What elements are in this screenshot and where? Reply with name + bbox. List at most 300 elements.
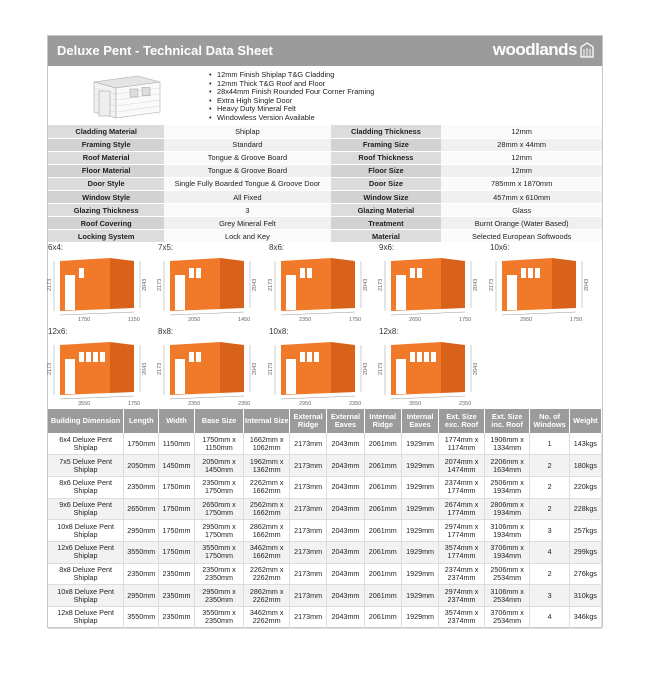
eaves-label: 2043 — [363, 362, 369, 375]
table-cell: 1929mm — [401, 585, 438, 607]
table-row — [48, 520, 602, 542]
spec-label: Window Size — [331, 190, 442, 203]
width-label: 3550 — [78, 401, 91, 407]
width-label: 2350 — [299, 317, 312, 323]
spec-row — [48, 190, 602, 203]
column-header: Ext. Size inc. Roof — [484, 409, 530, 433]
shed-window — [79, 352, 84, 362]
shed-window — [307, 268, 312, 278]
width-dimension-line — [60, 397, 110, 399]
table-cell: 1750mm — [159, 498, 194, 520]
shed-door — [396, 359, 406, 394]
shed-window — [431, 352, 436, 362]
shed-window — [535, 268, 540, 278]
table-row — [48, 476, 602, 498]
table-cell: 2050mm — [124, 455, 159, 477]
shed-drawing — [269, 251, 379, 323]
spec-row — [48, 230, 602, 243]
table-cell: 2506mm x 1934mm — [484, 476, 530, 498]
table-cell: 3106mm x 2534mm — [484, 585, 530, 607]
spec-value: Grey Mineral Felt — [164, 217, 330, 230]
logo-text: woodlands — [492, 40, 577, 59]
spec-value: Glass — [441, 204, 602, 217]
depth-dimension-line — [220, 312, 244, 313]
table-cell: 12x6 Deluxe Pent Shiplap — [48, 541, 124, 563]
column-header: Internal Ridge — [364, 409, 401, 433]
table-cell: 1929mm — [401, 541, 438, 563]
table-cell: 1929mm — [401, 455, 438, 477]
eaves-label: 2043 — [142, 278, 148, 291]
table-cell: 1929mm — [401, 607, 438, 629]
table-cell: 2674mm x 1774mm — [439, 498, 485, 520]
table-cell: 2650mm — [124, 498, 159, 520]
table-cell: 10x8 Deluxe Pent Shiplap — [48, 520, 124, 542]
spec-label: Glazing Thickness — [48, 204, 164, 217]
depth-dimension-line — [331, 396, 355, 397]
table-cell: 346kgs — [569, 607, 601, 629]
table-cell: 1750mm — [159, 476, 194, 498]
depth-dimension-line — [441, 312, 465, 313]
height-label: 2173 — [47, 362, 53, 375]
table-cell: 2 — [530, 563, 569, 585]
table-cell: 2806mm x 1934mm — [484, 498, 530, 520]
diagram-size-label: 12x8: — [379, 327, 399, 336]
shed-drawing — [379, 251, 489, 323]
depth-label: 2350 — [349, 401, 362, 407]
table-row — [48, 541, 602, 563]
shed-side-face — [220, 258, 244, 309]
width-dimension-line — [391, 397, 441, 399]
table-cell: 2043mm — [327, 585, 364, 607]
height-label: 2173 — [268, 362, 274, 375]
shed-window — [417, 268, 422, 278]
spec-label: Floor Material — [48, 164, 164, 177]
table-cell: 2950mm x 1750mm — [194, 520, 244, 542]
depth-dimension-line — [110, 312, 134, 313]
table-row — [48, 563, 602, 585]
feature-item: • Windowless Version Available — [208, 114, 374, 123]
table-cell: 2350mm — [159, 563, 194, 585]
width-dimension-line — [281, 313, 331, 315]
spec-label: Door Style — [48, 177, 164, 190]
depth-label: 1750 — [128, 401, 141, 407]
width-dimension-line — [170, 313, 220, 315]
page-title: Deluxe Pent - Technical Data Sheet — [57, 43, 273, 58]
table-cell: 257kgs — [569, 520, 601, 542]
shed-side-face — [110, 342, 134, 393]
spec-row — [48, 204, 602, 217]
height-label: 2173 — [489, 278, 495, 291]
spec-value: 457mm x 610mm — [441, 190, 602, 203]
diagram-size-label: 6x4: — [48, 243, 64, 252]
shed-door — [507, 275, 517, 310]
height-label: 2173 — [378, 278, 384, 291]
table-cell: 1962mm x 1362mm — [244, 455, 290, 477]
spec-label: Roof Thickness — [331, 151, 442, 164]
table-cell: 2350mm — [124, 476, 159, 498]
table-cell: 7x5 Deluxe Pent Shiplap — [48, 455, 124, 477]
table-cell: 4 — [530, 607, 569, 629]
shed-drawing — [48, 251, 158, 323]
spec-value: Single Fully Boarded Tongue & Groove Door — [164, 177, 330, 190]
logo-shed-icon — [580, 42, 594, 58]
table-cell: 3550mm — [124, 607, 159, 629]
shed-side-face — [331, 258, 355, 309]
spec-value: 12mm — [441, 151, 602, 164]
shed-diagram — [379, 243, 489, 323]
table-cell: 2862mm x 2262mm — [244, 585, 290, 607]
feature-item: • 28x44mm Finish Rounded Four Corner Framing — [208, 88, 374, 97]
column-header: External Eaves — [327, 409, 364, 433]
shed-door — [65, 359, 75, 394]
shed-drawing — [158, 251, 268, 323]
feature-item: • 12mm Thick T&G Roof and Floor — [208, 80, 374, 89]
diagram-size-label: 10x8: — [269, 327, 289, 336]
spec-value: Burnt Orange (Water Based) — [441, 217, 602, 230]
spec-value: Selected European Softwoods — [441, 230, 602, 243]
depth-dimension-line — [552, 312, 576, 313]
table-cell: 220kgs — [569, 476, 601, 498]
spec-value: 785mm x 1870mm — [441, 177, 602, 190]
spec-row — [48, 177, 602, 190]
table-cell: 2173mm — [289, 607, 326, 629]
column-header: Internal Eaves — [401, 409, 438, 433]
spec-label: Roof Covering — [48, 217, 164, 230]
shed-diagram — [48, 243, 158, 323]
spec-row — [48, 125, 602, 138]
shed-drawing — [158, 335, 268, 407]
column-header: Base Size — [194, 409, 244, 433]
eaves-label: 2043 — [473, 278, 479, 291]
width-label: 2950 — [299, 401, 312, 407]
column-header: External Ridge — [289, 409, 326, 433]
table-cell: 2350mm x 1750mm — [194, 476, 244, 498]
height-label: 2173 — [157, 278, 163, 291]
spec-row — [48, 138, 602, 151]
shed-window — [300, 268, 305, 278]
table-cell: 2043mm — [327, 476, 364, 498]
depth-dimension-line — [110, 396, 134, 397]
shed-drawing — [490, 251, 600, 323]
spec-label: Framing Style — [48, 138, 164, 151]
table-cell: 2050mm x 1450mm — [194, 455, 244, 477]
shed-window — [189, 268, 194, 278]
depth-label: 2350 — [459, 401, 472, 407]
column-header: Ext. Size exc. Roof — [439, 409, 485, 433]
table-row — [48, 498, 602, 520]
eaves-label: 2043 — [363, 278, 369, 291]
table-cell: 9x6 Deluxe Pent Shiplap — [48, 498, 124, 520]
table-cell: 1929mm — [401, 563, 438, 585]
table-cell: 2950mm — [124, 520, 159, 542]
table-cell: 3462mm x 1662mm — [244, 541, 290, 563]
shed-window — [314, 352, 319, 362]
shed-side-face — [441, 258, 465, 309]
table-cell: 2 — [530, 455, 569, 477]
shed-door — [396, 275, 406, 310]
shed-diagram — [158, 243, 268, 323]
width-label: 3550 — [409, 401, 422, 407]
shed-door — [286, 275, 296, 310]
table-cell: 2043mm — [327, 498, 364, 520]
shed-side-face — [110, 258, 134, 309]
shed-window — [100, 352, 105, 362]
table-cell: 2350mm — [124, 563, 159, 585]
shed-thumbnail-image — [92, 72, 162, 120]
shed-window — [521, 268, 526, 278]
table-cell: 2061mm — [364, 455, 401, 477]
depth-label: 1750 — [570, 317, 583, 323]
depth-dimension-line — [220, 396, 244, 397]
depth-label: 1750 — [459, 317, 472, 323]
table-cell: 2061mm — [364, 585, 401, 607]
shed-window — [196, 352, 201, 362]
table-cell: 6x4 Deluxe Pent Shiplap — [48, 433, 124, 455]
depth-label: 2350 — [238, 401, 251, 407]
depth-dimension-line — [441, 396, 465, 397]
spec-label: Framing Size — [331, 138, 442, 151]
table-cell: 12x8 Deluxe Pent Shiplap — [48, 607, 124, 629]
spec-value: 12mm — [441, 164, 602, 177]
table-cell: 2350mm x 2350mm — [194, 563, 244, 585]
table-cell: 1929mm — [401, 520, 438, 542]
table-cell: 1662mm x 1062mm — [244, 433, 290, 455]
table-cell: 2350mm — [159, 585, 194, 607]
table-cell: 3574mm x 2374mm — [439, 607, 485, 629]
feature-item: • Extra High Single Door — [208, 97, 374, 106]
table-cell: 2974mm x 2374mm — [439, 585, 485, 607]
table-cell: 2061mm — [364, 498, 401, 520]
table-cell: 3 — [530, 520, 569, 542]
shed-diagram — [269, 327, 379, 407]
table-cell: 1774mm x 1174mm — [439, 433, 485, 455]
table-cell: 2043mm — [327, 433, 364, 455]
depth-label: 1750 — [349, 317, 362, 323]
table-row — [48, 455, 602, 477]
table-cell: 2043mm — [327, 541, 364, 563]
spec-label: Treatment — [331, 217, 442, 230]
feature-item: • 12mm Finish Shiplap T&G Cladding — [208, 71, 374, 80]
shed-diagram — [269, 243, 379, 323]
table-cell: 1450mm — [159, 455, 194, 477]
eaves-label: 2043 — [142, 362, 148, 375]
shed-side-face — [441, 342, 465, 393]
column-header: Building Dimension — [48, 409, 124, 433]
spec-label: Material — [331, 230, 442, 243]
table-cell: 228kgs — [569, 498, 601, 520]
shed-diagram — [379, 327, 489, 407]
table-cell: 3462mm x 2262mm — [244, 607, 290, 629]
spec-value: Shiplap — [164, 125, 330, 138]
column-header: No. of Windows — [530, 409, 569, 433]
feature-list — [208, 71, 374, 122]
eaves-label: 2043 — [252, 362, 258, 375]
table-cell: 2374mm x 1774mm — [439, 476, 485, 498]
table-row — [48, 607, 602, 629]
shed-window — [196, 268, 201, 278]
table-cell: 2262mm x 1662mm — [244, 476, 290, 498]
table-cell: 2061mm — [364, 433, 401, 455]
width-dimension-line — [391, 313, 441, 315]
shed-diagram — [490, 243, 600, 323]
table-cell: 2173mm — [289, 563, 326, 585]
table-cell: 2562mm x 1662mm — [244, 498, 290, 520]
table-cell: 2206mm x 1634mm — [484, 455, 530, 477]
table-cell: 2173mm — [289, 433, 326, 455]
width-label: 2050 — [188, 317, 201, 323]
shed-diagram — [48, 327, 158, 407]
table-cell: 2506mm x 2534mm — [484, 563, 530, 585]
shed-window — [300, 352, 305, 362]
spec-row — [48, 217, 602, 230]
spec-value: 28mm x 44mm — [441, 138, 602, 151]
shed-window — [307, 352, 312, 362]
eaves-label: 2043 — [473, 362, 479, 375]
table-cell: 3550mm x 1750mm — [194, 541, 244, 563]
table-cell: 143kgs — [569, 433, 601, 455]
table-cell: 2950mm x 2350mm — [194, 585, 244, 607]
table-cell: 2 — [530, 476, 569, 498]
eaves-label: 2043 — [584, 278, 590, 291]
table-row — [48, 433, 602, 455]
specification-table — [48, 125, 602, 243]
table-cell: 2650mm x 1750mm — [194, 498, 244, 520]
shed-drawing — [269, 335, 379, 407]
table-cell: 10x8 Deluxe Pent Shiplap — [48, 585, 124, 607]
table-cell: 2061mm — [364, 607, 401, 629]
table-cell: 3706mm x 1934mm — [484, 541, 530, 563]
table-cell: 2173mm — [289, 476, 326, 498]
spec-label: Glazing Material — [331, 204, 442, 217]
column-header: Length — [124, 409, 159, 433]
shed-size-diagrams — [48, 243, 602, 413]
table-cell: 2061mm — [364, 520, 401, 542]
table-cell: 1750mm — [159, 520, 194, 542]
spec-value: Standard — [164, 138, 330, 151]
table-cell: 8x6 Deluxe Pent Shiplap — [48, 476, 124, 498]
table-cell: 2 — [530, 498, 569, 520]
table-cell: 8x8 Deluxe Pent Shiplap — [48, 563, 124, 585]
spec-value: 12mm — [441, 125, 602, 138]
depth-label: 1150 — [128, 317, 140, 323]
table-cell: 1929mm — [401, 433, 438, 455]
brand-logo — [493, 40, 594, 60]
diagram-size-label: 8x6: — [269, 243, 285, 252]
table-cell: 276kgs — [569, 563, 601, 585]
shed-window — [410, 352, 415, 362]
table-cell: 2173mm — [289, 455, 326, 477]
shed-door — [286, 359, 296, 394]
table-cell: 2043mm — [327, 607, 364, 629]
shed-side-face — [220, 342, 244, 393]
diagram-size-label: 9x6: — [379, 243, 395, 252]
dimensions-table — [48, 409, 602, 629]
table-cell: 2061mm — [364, 563, 401, 585]
spec-value: Lock and Key — [164, 230, 330, 243]
table-cell: 2173mm — [289, 585, 326, 607]
spec-label: Locking System — [48, 230, 164, 243]
table-cell: 3706mm x 2534mm — [484, 607, 530, 629]
table-cell: 2350mm — [159, 607, 194, 629]
shed-window — [86, 352, 91, 362]
shed-side-face — [552, 258, 576, 309]
table-cell: 2173mm — [289, 541, 326, 563]
table-cell: 3550mm x 2350mm — [194, 607, 244, 629]
height-label: 2173 — [157, 362, 163, 375]
shed-window — [189, 352, 194, 362]
width-dimension-line — [60, 313, 110, 315]
diagram-size-label: 7x5: — [158, 243, 174, 252]
shed-drawing — [48, 335, 158, 407]
column-header: Internal Size — [244, 409, 290, 433]
diagram-size-label: 12x6: — [48, 327, 68, 336]
depth-dimension-line — [331, 312, 355, 313]
spec-value: All Fixed — [164, 190, 330, 203]
table-cell: 1906mm x 1334mm — [484, 433, 530, 455]
shed-door — [65, 275, 75, 310]
table-cell: 2374mm x 2374mm — [439, 563, 485, 585]
table-cell: 2074mm x 1474mm — [439, 455, 485, 477]
feature-item: • Heavy Duty Mineral Felt — [208, 105, 374, 114]
table-cell: 180kgs — [569, 455, 601, 477]
shed-side-face — [331, 342, 355, 393]
table-cell: 2974mm x 1774mm — [439, 520, 485, 542]
table-cell: 4 — [530, 541, 569, 563]
table-cell: 2173mm — [289, 520, 326, 542]
width-label: 2950 — [520, 317, 533, 323]
shed-diagram — [158, 327, 268, 407]
shed-window — [79, 268, 84, 278]
column-header: Weight — [569, 409, 601, 433]
table-cell: 2950mm — [124, 585, 159, 607]
spec-label: Door Size — [331, 177, 442, 190]
spec-label: Floor Size — [331, 164, 442, 177]
shed-window — [424, 352, 429, 362]
table-cell: 299kgs — [569, 541, 601, 563]
spec-value: Tongue & Groove Board — [164, 164, 330, 177]
shed-door — [175, 275, 185, 310]
spec-value: Tongue & Groove Board — [164, 151, 330, 164]
spec-label: Cladding Material — [48, 125, 164, 138]
eaves-label: 2043 — [252, 278, 258, 291]
table-cell: 1750mm — [159, 541, 194, 563]
height-label: 2173 — [47, 278, 53, 291]
table-row — [48, 585, 602, 607]
height-label: 2173 — [378, 362, 384, 375]
width-dimension-line — [281, 397, 331, 399]
height-label: 2173 — [268, 278, 274, 291]
shed-drawing — [379, 335, 489, 407]
table-cell: 2061mm — [364, 541, 401, 563]
spec-value: 3 — [164, 204, 330, 217]
table-cell: 1 — [530, 433, 569, 455]
width-label: 2650 — [409, 317, 422, 323]
table-cell: 1750mm x 1150mm — [194, 433, 244, 455]
spec-label: Window Style — [48, 190, 164, 203]
shed-window — [410, 268, 415, 278]
spec-row — [48, 164, 602, 177]
diagram-size-label: 8x8: — [158, 327, 174, 336]
shed-window — [93, 352, 98, 362]
table-cell: 2173mm — [289, 498, 326, 520]
table-cell: 2262mm x 2262mm — [244, 563, 290, 585]
table-cell: 3550mm — [124, 541, 159, 563]
data-sheet — [47, 35, 603, 628]
table-cell: 1929mm — [401, 498, 438, 520]
table-cell: 2061mm — [364, 476, 401, 498]
table-cell: 1929mm — [401, 476, 438, 498]
table-cell: 1150mm — [159, 433, 194, 455]
